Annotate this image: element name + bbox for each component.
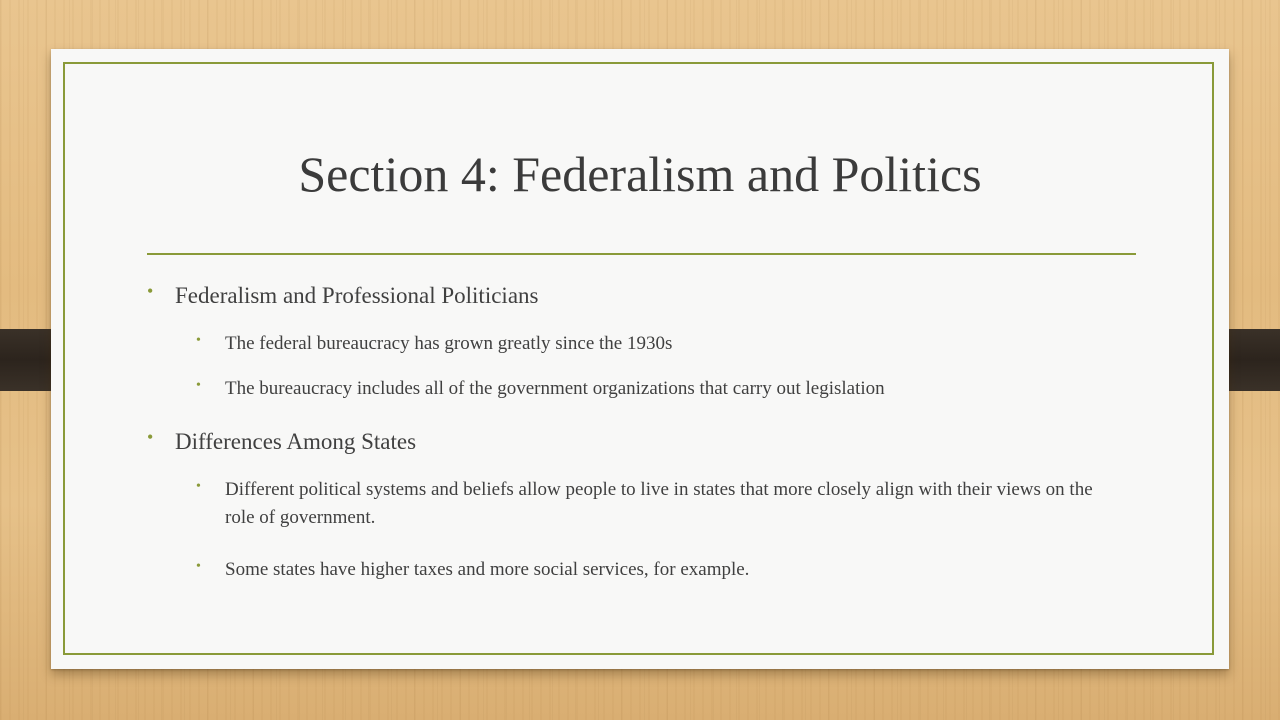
bullet-icon: • xyxy=(147,427,154,447)
sub-bullet-bureaucracy-definition: The bureaucracy includes all of the government organizations that carry out legislation xyxy=(225,378,885,399)
sub-bullet-political-systems: Different political systems and beliefs allow people to live in states that more closely align with their views on the role of government. xyxy=(225,479,1093,528)
sub-bullet-taxes-services: Some states have higher taxes and more social services, for example. xyxy=(225,559,750,580)
sub-bullet-icon: • xyxy=(196,479,201,494)
sub-bullet-icon: • xyxy=(196,333,201,348)
slide-title: Section 4: Federalism and Politics xyxy=(298,146,982,202)
bullet-icon: • xyxy=(147,281,154,301)
bullet-differences-states: Differences Among States xyxy=(175,429,417,454)
sub-bullet-icon: • xyxy=(196,559,201,574)
sub-bullet-bureaucracy-growth: The federal bureaucracy has grown greatly since the 1930s xyxy=(225,333,673,354)
bullet-federalism-politicians: Federalism and Professional Politicians xyxy=(175,283,539,308)
sub-bullet-icon: • xyxy=(196,378,201,393)
